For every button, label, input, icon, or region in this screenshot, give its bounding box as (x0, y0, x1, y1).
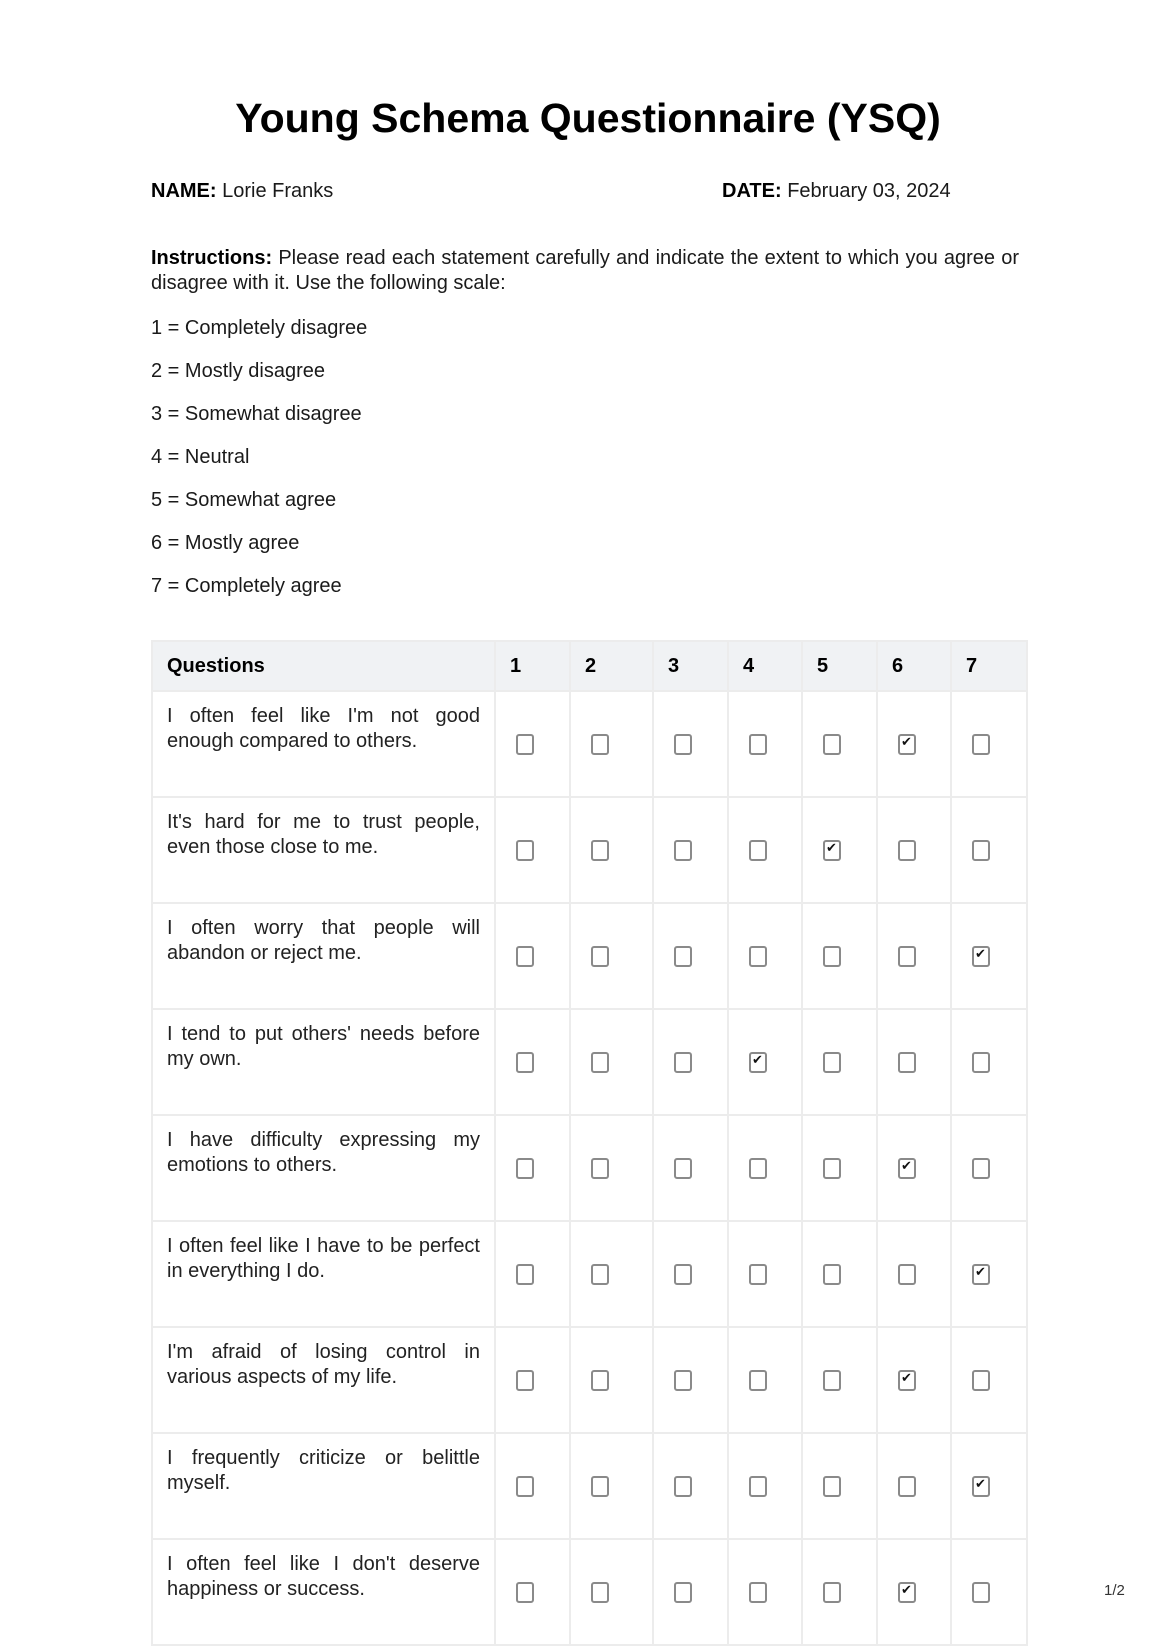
checkbox-icon[interactable] (591, 946, 609, 967)
question-text: I frequently criticize or belittle myself. (152, 1433, 495, 1539)
checkbox-icon[interactable] (972, 734, 990, 755)
rating-cell-3 (653, 903, 728, 1009)
checkbox-icon[interactable] (591, 1052, 609, 1073)
scale-item: 1 = Completely disagree (151, 317, 368, 339)
checkbox-icon[interactable] (591, 1370, 609, 1391)
table-row (152, 797, 1027, 903)
checkbox-icon[interactable] (591, 1264, 609, 1285)
checkbox-checked-icon[interactable] (898, 1582, 916, 1603)
checkbox-icon[interactable] (749, 1158, 767, 1179)
question-text: I'm afraid of losing control in various aspects of my life. (152, 1327, 495, 1433)
rating-cell-7 (951, 1009, 1027, 1115)
rating-cell-2 (570, 691, 653, 797)
checkbox-icon[interactable] (591, 840, 609, 861)
checkbox-checked-icon[interactable] (898, 1158, 916, 1179)
rating-cell-5 (802, 1115, 877, 1221)
rating-cell-2 (570, 797, 653, 903)
rating-cell-3 (653, 691, 728, 797)
checkbox-icon[interactable] (674, 1476, 692, 1497)
rating-cell-1 (495, 1221, 570, 1327)
rating-cell-4 (728, 1433, 802, 1539)
rating-cell-6 (877, 691, 951, 797)
checkbox-icon[interactable] (516, 1582, 534, 1603)
rating-cell-3 (653, 1327, 728, 1433)
rating-cell-6 (877, 1115, 951, 1221)
name-value: Lorie Franks (222, 180, 334, 202)
checkbox-icon[interactable] (823, 1582, 841, 1603)
checkbox-checked-icon[interactable] (972, 1264, 990, 1285)
header-col-3: 3 (653, 641, 728, 691)
rating-cell-4 (728, 1115, 802, 1221)
question-text: I have difficulty expressing my emotions to others. (152, 1115, 495, 1221)
question-text: I often feel like I don't deserve happiness or success. (152, 1539, 495, 1645)
rating-cell-3 (653, 797, 728, 903)
table-row (152, 691, 1027, 797)
rating-cell-6 (877, 1433, 951, 1539)
rating-cell-1 (495, 1539, 570, 1645)
checkbox-icon[interactable] (898, 1476, 916, 1497)
rating-cell-1 (495, 1115, 570, 1221)
checkbox-checked-icon[interactable] (749, 1052, 767, 1073)
checkbox-icon[interactable] (674, 1052, 692, 1073)
rating-cell-4 (728, 797, 802, 903)
checkbox-icon[interactable] (591, 1582, 609, 1603)
question-text: I often feel like I'm not good enough compared to others. (152, 691, 495, 797)
checkbox-icon[interactable] (516, 734, 534, 755)
rating-cell-4 (728, 1539, 802, 1645)
checkbox-icon[interactable] (516, 1264, 534, 1285)
checkbox-checked-icon[interactable] (823, 840, 841, 861)
question-text: It's hard for me to trust people, even those close to me. (152, 797, 495, 903)
checkbox-checked-icon[interactable] (972, 1476, 990, 1497)
header-col-4: 4 (728, 641, 802, 691)
rating-cell-7 (951, 1539, 1027, 1645)
checkbox-icon[interactable] (898, 1264, 916, 1285)
checkbox-icon[interactable] (674, 1264, 692, 1285)
rating-cell-7 (951, 1327, 1027, 1433)
checkbox-icon[interactable] (749, 840, 767, 861)
table-row (152, 1009, 1027, 1115)
checkbox-icon[interactable] (591, 734, 609, 755)
rating-cell-3 (653, 1433, 728, 1539)
checkbox-icon[interactable] (823, 734, 841, 755)
rating-cell-5 (802, 1433, 877, 1539)
checkbox-icon[interactable] (674, 1158, 692, 1179)
checkbox-icon[interactable] (823, 1158, 841, 1179)
checkbox-icon[interactable] (674, 946, 692, 967)
checkbox-icon[interactable] (516, 1476, 534, 1497)
rating-cell-1 (495, 1433, 570, 1539)
checkbox-icon[interactable] (972, 1370, 990, 1391)
rating-cell-3 (653, 1221, 728, 1327)
rating-cell-7 (951, 1115, 1027, 1221)
question-text: I tend to put others' needs before my own. (152, 1009, 495, 1115)
rating-cell-6 (877, 1327, 951, 1433)
rating-cell-4 (728, 691, 802, 797)
checkbox-icon[interactable] (674, 840, 692, 861)
rating-cell-2 (570, 1327, 653, 1433)
rating-cell-6 (877, 1009, 951, 1115)
name-field (151, 180, 333, 203)
table-row (152, 1433, 1027, 1539)
checkbox-icon[interactable] (972, 1158, 990, 1179)
name-label: NAME: (151, 180, 217, 202)
questionnaire-table (151, 640, 1028, 1646)
date-field (722, 180, 951, 203)
header-col-6: 6 (877, 641, 951, 691)
rating-cell-5 (802, 1539, 877, 1645)
rating-cell-1 (495, 1009, 570, 1115)
instructions-label: Instructions: (151, 247, 273, 269)
scale-item: 5 = Somewhat agree (151, 489, 337, 511)
checkbox-icon[interactable] (898, 840, 916, 861)
rating-cell-6 (877, 1539, 951, 1645)
rating-cell-6 (877, 903, 951, 1009)
checkbox-icon[interactable] (674, 1582, 692, 1603)
table-row (152, 1221, 1027, 1327)
header-col-5: 5 (802, 641, 877, 691)
rating-cell-5 (802, 903, 877, 1009)
header-col-2: 2 (570, 641, 653, 691)
rating-cell-1 (495, 1327, 570, 1433)
question-text: I often feel like I have to be perfect in everything I do. (152, 1221, 495, 1327)
rating-cell-3 (653, 1009, 728, 1115)
header-col-7: 7 (951, 641, 1027, 691)
header-col-1: 1 (495, 641, 570, 691)
rating-cell-5 (802, 691, 877, 797)
checkbox-icon[interactable] (516, 840, 534, 861)
rating-cell-7 (951, 1221, 1027, 1327)
checkbox-icon[interactable] (823, 1476, 841, 1497)
checkbox-icon[interactable] (749, 946, 767, 967)
scale-item: 7 = Completely agree (151, 575, 342, 597)
date-value: February 03, 2024 (787, 180, 951, 202)
checkbox-icon[interactable] (749, 1582, 767, 1603)
scale-item: 3 = Somewhat disagree (151, 403, 362, 425)
checkbox-icon[interactable] (516, 946, 534, 967)
checkbox-icon[interactable] (516, 1158, 534, 1179)
checkbox-checked-icon[interactable] (898, 734, 916, 755)
instructions (151, 246, 1019, 296)
rating-cell-2 (570, 1539, 653, 1645)
rating-cell-7 (951, 1433, 1027, 1539)
rating-cell-4 (728, 1221, 802, 1327)
table-row (152, 1327, 1027, 1433)
scale-item: 6 = Mostly agree (151, 532, 300, 554)
checkbox-checked-icon[interactable] (972, 946, 990, 967)
checkbox-icon[interactable] (749, 1264, 767, 1285)
rating-cell-2 (570, 1221, 653, 1327)
rating-cell-7 (951, 903, 1027, 1009)
checkbox-icon[interactable] (674, 734, 692, 755)
checkbox-icon[interactable] (674, 1370, 692, 1391)
rating-cell-1 (495, 691, 570, 797)
checkbox-icon[interactable] (823, 946, 841, 967)
checkbox-icon[interactable] (749, 734, 767, 755)
checkbox-icon[interactable] (898, 1052, 916, 1073)
checkbox-icon[interactable] (898, 946, 916, 967)
checkbox-icon[interactable] (749, 1476, 767, 1497)
checkbox-icon[interactable] (823, 1264, 841, 1285)
rating-cell-6 (877, 1221, 951, 1327)
page-number: 1/2 (1104, 1582, 1125, 1599)
checkbox-icon[interactable] (972, 1052, 990, 1073)
instructions-text: Please read each statement carefully and indicate the extent to which you agree or disagree with it. Use the following scale: (151, 247, 1020, 294)
rating-scale-list (151, 316, 367, 617)
checkbox-icon[interactable] (972, 840, 990, 861)
rating-cell-5 (802, 1009, 877, 1115)
rating-cell-2 (570, 1115, 653, 1221)
rating-cell-5 (802, 797, 877, 903)
checkbox-icon[interactable] (516, 1370, 534, 1391)
checkbox-icon[interactable] (749, 1370, 767, 1391)
table-row (152, 1115, 1027, 1221)
rating-cell-2 (570, 1009, 653, 1115)
rating-cell-3 (653, 1115, 728, 1221)
question-text: I often worry that people will abandon or reject me. (152, 903, 495, 1009)
rating-cell-5 (802, 1221, 877, 1327)
checkbox-icon[interactable] (972, 1582, 990, 1603)
checkbox-icon[interactable] (516, 1052, 534, 1073)
header-questions: Questions (152, 641, 495, 691)
table-row (152, 903, 1027, 1009)
date-label: DATE: (722, 180, 782, 202)
scale-item: 4 = Neutral (151, 446, 250, 468)
checkbox-checked-icon[interactable] (898, 1370, 916, 1391)
checkbox-icon[interactable] (591, 1476, 609, 1497)
table-row (152, 1539, 1027, 1645)
rating-cell-7 (951, 797, 1027, 903)
scale-item: 2 = Mostly disagree (151, 360, 325, 382)
page-title: Young Schema Questionnaire (YSQ) (235, 95, 941, 141)
rating-cell-4 (728, 1009, 802, 1115)
rating-cell-4 (728, 903, 802, 1009)
rating-cell-6 (877, 797, 951, 903)
rating-cell-7 (951, 691, 1027, 797)
rating-cell-1 (495, 903, 570, 1009)
checkbox-icon[interactable] (823, 1052, 841, 1073)
checkbox-icon[interactable] (823, 1370, 841, 1391)
rating-cell-1 (495, 797, 570, 903)
rating-cell-5 (802, 1327, 877, 1433)
rating-cell-2 (570, 903, 653, 1009)
rating-cell-2 (570, 1433, 653, 1539)
rating-cell-3 (653, 1539, 728, 1645)
table-header-row (152, 641, 1027, 691)
checkbox-icon[interactable] (591, 1158, 609, 1179)
rating-cell-4 (728, 1327, 802, 1433)
